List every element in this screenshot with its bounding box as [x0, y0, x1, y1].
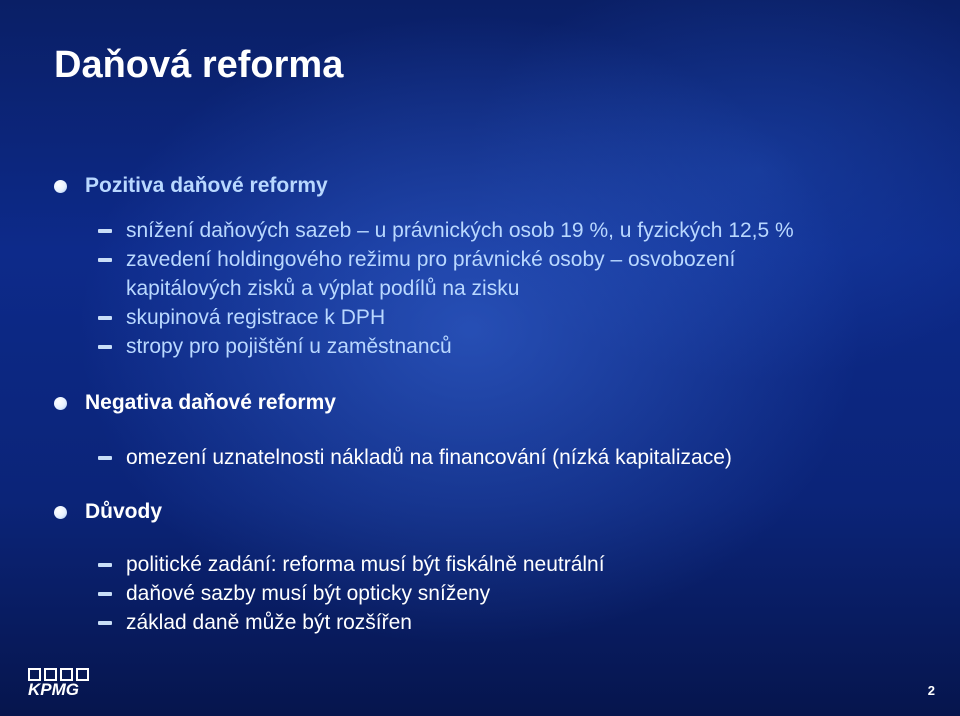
dash-bullet-icon: [98, 258, 112, 262]
slide-content: [54, 174, 924, 637]
bullet-dot-icon: [54, 506, 67, 519]
negatives-list: [98, 443, 924, 472]
section-heading-text: Důvody: [85, 500, 163, 523]
list-item-text: politické zadání: reforma musí být fiskálně neutrální: [126, 553, 605, 576]
dash-bullet-icon: [98, 229, 112, 233]
slide-title: Daňová reforma: [54, 44, 344, 86]
page-number: 2: [927, 683, 935, 698]
list-item-text: skupinová registrace k DPH: [126, 306, 386, 329]
bullet-dot-icon: [54, 180, 67, 193]
reasons-list: [98, 550, 924, 637]
list-item-text: snížení daňových sazeb – u právnických osob 19 %, u fyzických 12,5 %: [126, 219, 794, 242]
list-item-text: stropy pro pojištění u zaměstnanců: [126, 335, 452, 358]
section-heading-positives: [54, 174, 924, 198]
list-item: [98, 443, 924, 472]
section-heading-reasons: [54, 500, 924, 524]
section-heading-text: Negativa daňové reformy: [85, 391, 336, 414]
bullet-dot-icon: [54, 397, 67, 410]
dash-bullet-icon: [98, 456, 112, 460]
list-item-text: zavedení holdingového režimu pro právnické osoby – osvobození kapitálových zisků a výplat podílů na zisku: [126, 248, 736, 300]
dash-bullet-icon: [98, 621, 112, 625]
list-item: [98, 245, 838, 303]
list-item: [98, 550, 924, 579]
list-item: [98, 332, 924, 361]
list-item-text: daňové sazby musí být opticky sníženy: [126, 582, 491, 605]
list-item-text: omezení uznatelnosti nákladů na financování (nízká kapitalizace): [126, 446, 732, 469]
dash-bullet-icon: [98, 345, 112, 349]
section-heading-text: Pozitiva daňové reformy: [85, 174, 328, 197]
positives-list: [98, 216, 924, 361]
kpmg-logo: [28, 668, 100, 698]
list-item: [98, 303, 924, 332]
dash-bullet-icon: [98, 563, 112, 567]
dash-bullet-icon: [98, 592, 112, 596]
list-item-text: základ daně může být rozšířen: [126, 611, 412, 634]
section-heading-negatives: [54, 391, 924, 415]
logo-text: KPMG: [28, 680, 79, 699]
list-item: [98, 216, 924, 245]
dash-bullet-icon: [98, 316, 112, 320]
list-item: [98, 579, 924, 608]
list-item: [98, 608, 924, 637]
